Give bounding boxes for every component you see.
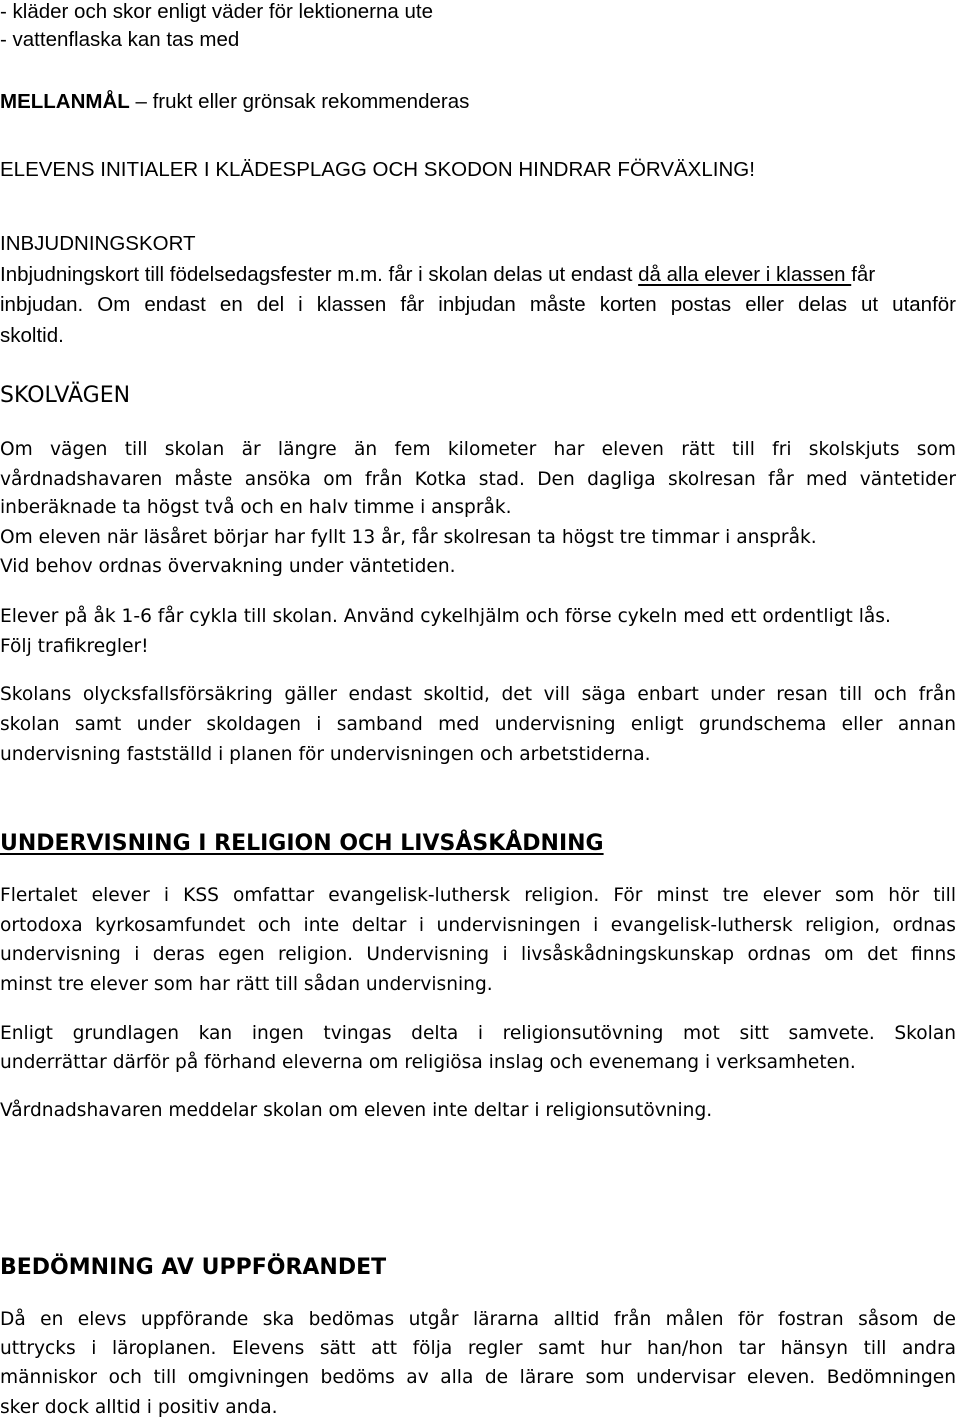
skolvagen-line: inberäknade ta högst två och en halv timme i anspråk. bbox=[0, 497, 512, 518]
religion-line: ortodoxa kyrkosamfundet och inte deltar i undervisningen i evangelisk-luthersk religion, ordnas bbox=[0, 915, 956, 936]
mellanmal-text: – frukt eller grönsak rekommenderas bbox=[129, 90, 470, 113]
bedomning-line: uttrycks i läroplanen. Elevens sätt att följa regler samt hur han/hon tar hänsyn till andra bbox=[0, 1338, 956, 1359]
religion-line: Enligt grundlagen kan ingen tvingas delta i religionsutövning mot sitt samvete. Skolan bbox=[0, 1023, 956, 1044]
text-segment: Inbjudningskort till födelsedagsfester m.m. får i skolan delas ut endast bbox=[0, 263, 639, 286]
religion-line: Flertalet elever i KSS omfattar evangelisk-luthersk religion. För minst tre elever som hör till bbox=[0, 885, 956, 906]
cycling-line: Följ trafikregler! bbox=[0, 636, 149, 657]
skolvagen-heading: SKOLVÄGEN bbox=[0, 383, 131, 408]
text-segment: får bbox=[851, 263, 876, 286]
skolvagen-line: Om eleven när läsåret börjar har fyllt 13 år, får skolresan ta högst tre timmar i anspråk. bbox=[0, 527, 817, 548]
religion-line: undervisning i deras egen religion. Undervisning i livsåskådningskunskap ordnas om det finns bbox=[0, 944, 956, 965]
inbjudningskort-line: skoltid. bbox=[0, 324, 64, 347]
religion-line: underrättar därför på förhand eleverna om religiösa inslag och evenemang i verksamheten. bbox=[0, 1052, 856, 1073]
religion-line: Vårdnadshavaren meddelar skolan om eleven inte deltar i religionsutövning. bbox=[0, 1100, 713, 1121]
insurance-line: Skolans olycksfallsförsäkring gäller endast skoltid, det vill säga enbart under resan till och från bbox=[0, 684, 956, 705]
skolvagen-line: vårdnadshavaren måste ansöka om från Kotka stad. Den dagliga skolresan får med väntetider bbox=[0, 469, 956, 490]
insurance-line: skolan samt under skoldagen i samband med undervisning enligt grundschema eller annan bbox=[0, 714, 956, 735]
bedomning-line: Då en elevs uppförande ska bedömas utgår lärarna alltid från målen för fostran såsom de bbox=[0, 1309, 956, 1330]
underlined-text: då alla elever i klassen bbox=[638, 263, 852, 286]
bedomning-line: sker dock alltid i positiv anda. bbox=[0, 1397, 278, 1418]
insurance-line: undervisning fastställd i planen för undervisningen och arbetstiderna. bbox=[0, 744, 651, 765]
bedomning-line: människor och till omgivningen bedöms av alla de lärare som undervisar eleven. Bedömningen bbox=[0, 1367, 956, 1388]
religion-line: minst tre elever som har rätt till sådan undervisning. bbox=[0, 974, 493, 995]
skolvagen-line: Vid behov ordnas övervakning under väntetiden. bbox=[0, 556, 456, 577]
mellanmal-line bbox=[0, 88, 956, 116]
water-bottle-note: - vattenflaska kan tas med bbox=[0, 28, 240, 51]
cycling-line: Elever på åk 1-6 får cykla till skolan. Använd cykelhjälm och förse cykeln med ett ordentligt lås. bbox=[0, 606, 891, 627]
inbjudningskort-heading: INBJUDNINGSKORT bbox=[0, 232, 196, 255]
initials-warning: ELEVENS INITIALER I KLÄDESPLAGG OCH SKODON HINDRAR FÖRVÄXLING! bbox=[0, 158, 755, 181]
mellanmal-label: MELLANMÅL bbox=[0, 90, 130, 113]
bedomning-heading: BEDÖMNING AV UPPFÖRANDET bbox=[0, 1255, 387, 1280]
inbjudningskort-line bbox=[0, 261, 956, 289]
skolvagen-line: Om vägen till skolan är längre än fem kilometer har eleven rätt till fri skolskjuts som bbox=[0, 439, 956, 460]
religion-heading: UNDERVISNING I RELIGION OCH LIVSÅSKÅDNING bbox=[0, 831, 604, 856]
inbjudningskort-line: inbjudan. Om endast en del i klassen får inbjudan måste korten postas eller delas ut utanför bbox=[0, 293, 956, 316]
clothing-note: - kläder och skor enligt väder för lektionerna ute bbox=[0, 0, 434, 23]
